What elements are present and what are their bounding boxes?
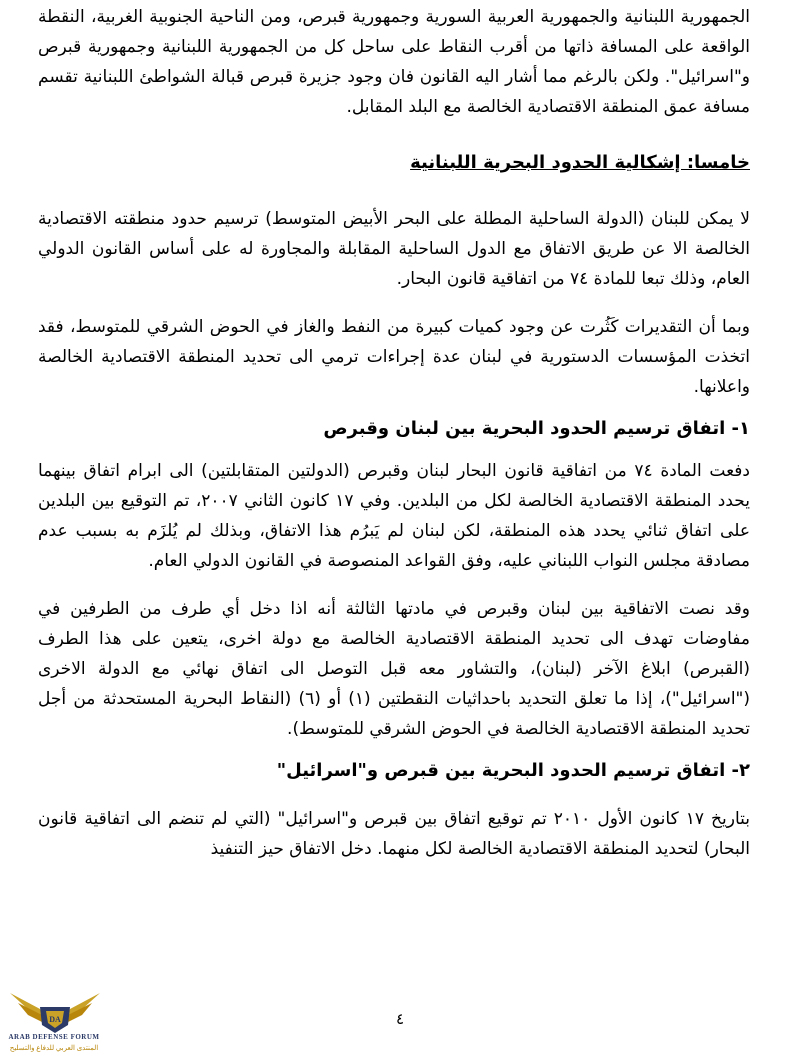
logo-initials: DA [49, 1015, 61, 1024]
paragraph-2010-agreement: بتاريخ ١٧ كانون الأول ٢٠١٠ تم توقيع اتفاق بين قبرص و"اسرائيل" (التي لم تنضم الى اتفاقية قانون البحار) لتحديد المنطقة الاقتصادية الخالصة لكل منهما. دخل الاتفاق حيز التنفيذ [38, 809, 750, 859]
paragraph-article-three: وقد نصت الاتفاقية بين لبنان وقبرص في مادتها الثالثة أنه اذا دخل أي طرف من الطرفين في مفاوضات تهدف الى تحديد المنطقة الاقتصادية الخالصة مع دولة اخرى، يتعين على هذا الطرف (القبرص) ابلاغ الآخر (لبنان)، والتشاور معه قبل التوصل الى اتفاق نهائي مع الدولة الاخرى ("اسرائيل")، إذا ما تعلق التحديد باحداثيات النقطتين (١) أو (٦) (النقاط البحرية المستحدثة من أجل تحديد المنطقة الاقتصادية الخالصة في الحوض الشرقي للمتوسط). [38, 599, 750, 739]
eagle-emblem-icon [0, 975, 110, 1055]
paragraph-lebanon-delimitation: لا يمكن للبنان (الدولة الساحلية المطلة على البحر الأبيض المتوسط) ترسيم حدود منطقته الاقتصادية الخالصة الا عن طريق الاتفاق مع الدول الساحلية المقابلة والمجاورة له على أساس القانون الدولي العام، وذلك تبعا للمادة ٧٤ من اتفاقية قانون البحار. [38, 209, 750, 289]
page-number: ٤ [395, 1010, 405, 1028]
subheading-lebanon-cyprus: ١- اتفاق ترسيم الحدود البحرية بين لبنان وقبرص [323, 418, 750, 439]
paragraph-oil-gas-estimates: وبما أن التقديرات كَثُرت عن وجود كميات كبيرة من النفط والغاز في الحوض الشرقي للمتوسط، فقد اتخذت المؤسسات الدستورية في لبنان عدة إجراءات ترمي الى تحديد المنطقة الاقتصادية الخالصة واعلانها. [38, 317, 750, 397]
page-content [38, 0, 750, 864]
section-heading-fifth: خامسا: إشكالية الحدود البحرية اللبنانية [410, 152, 750, 173]
logo-name-arabic: المنتدى العربي للدفاع والتسليح [9, 1044, 99, 1052]
logo-name-english: ARAB DEFENSE FORUM [8, 1033, 100, 1041]
paragraph-intro-continuation: الجمهورية اللبنانية والجمهورية العربية السورية وجمهورية قبرص، ومن الناحية الجنوبية الغربية، النقطة الواقعة على المسافة ذاتها من أقرب النقاط على ساحل كل من الجمهورية اللبنانية وجمهورية قبرص و"اسرائيل". ولكن بالرغم مما أشار اليه القانون فان وجود جزيرة قبرص قبالة الشواطئ اللبنانية تقسم مسافة عمق المنطقة الاقتصادية الخالصة مع البلد المقابل. [38, 7, 750, 117]
paragraph-article-74: دفعت المادة ٧٤ من اتفاقية قانون البحار لبنان وقبرص (الدولتين المتقابلتين) الى ابرام اتفاق بينهما يحدد المنطقة الاقتصادية الخالصة لكل من البلدين. وفي ١٧ كانون الثاني ٢٠٠٧، تم التوقيع بين البلدين على اتفاق ثنائي يحدد هذه المنطقة، لكن لبنان لم يَبرُم هذا الاتفاق، وبذلك لم يُلزَم به بسبب عدم مصادقة مجلس النواب اللبناني عليه، وفق القواعد المنصوصة في القانون الدولي العام. [38, 461, 750, 571]
subheading-cyprus-israel: ٢- اتفاق ترسيم الحدود البحرية بين قبرص و"اسرائيل" [276, 760, 750, 781]
